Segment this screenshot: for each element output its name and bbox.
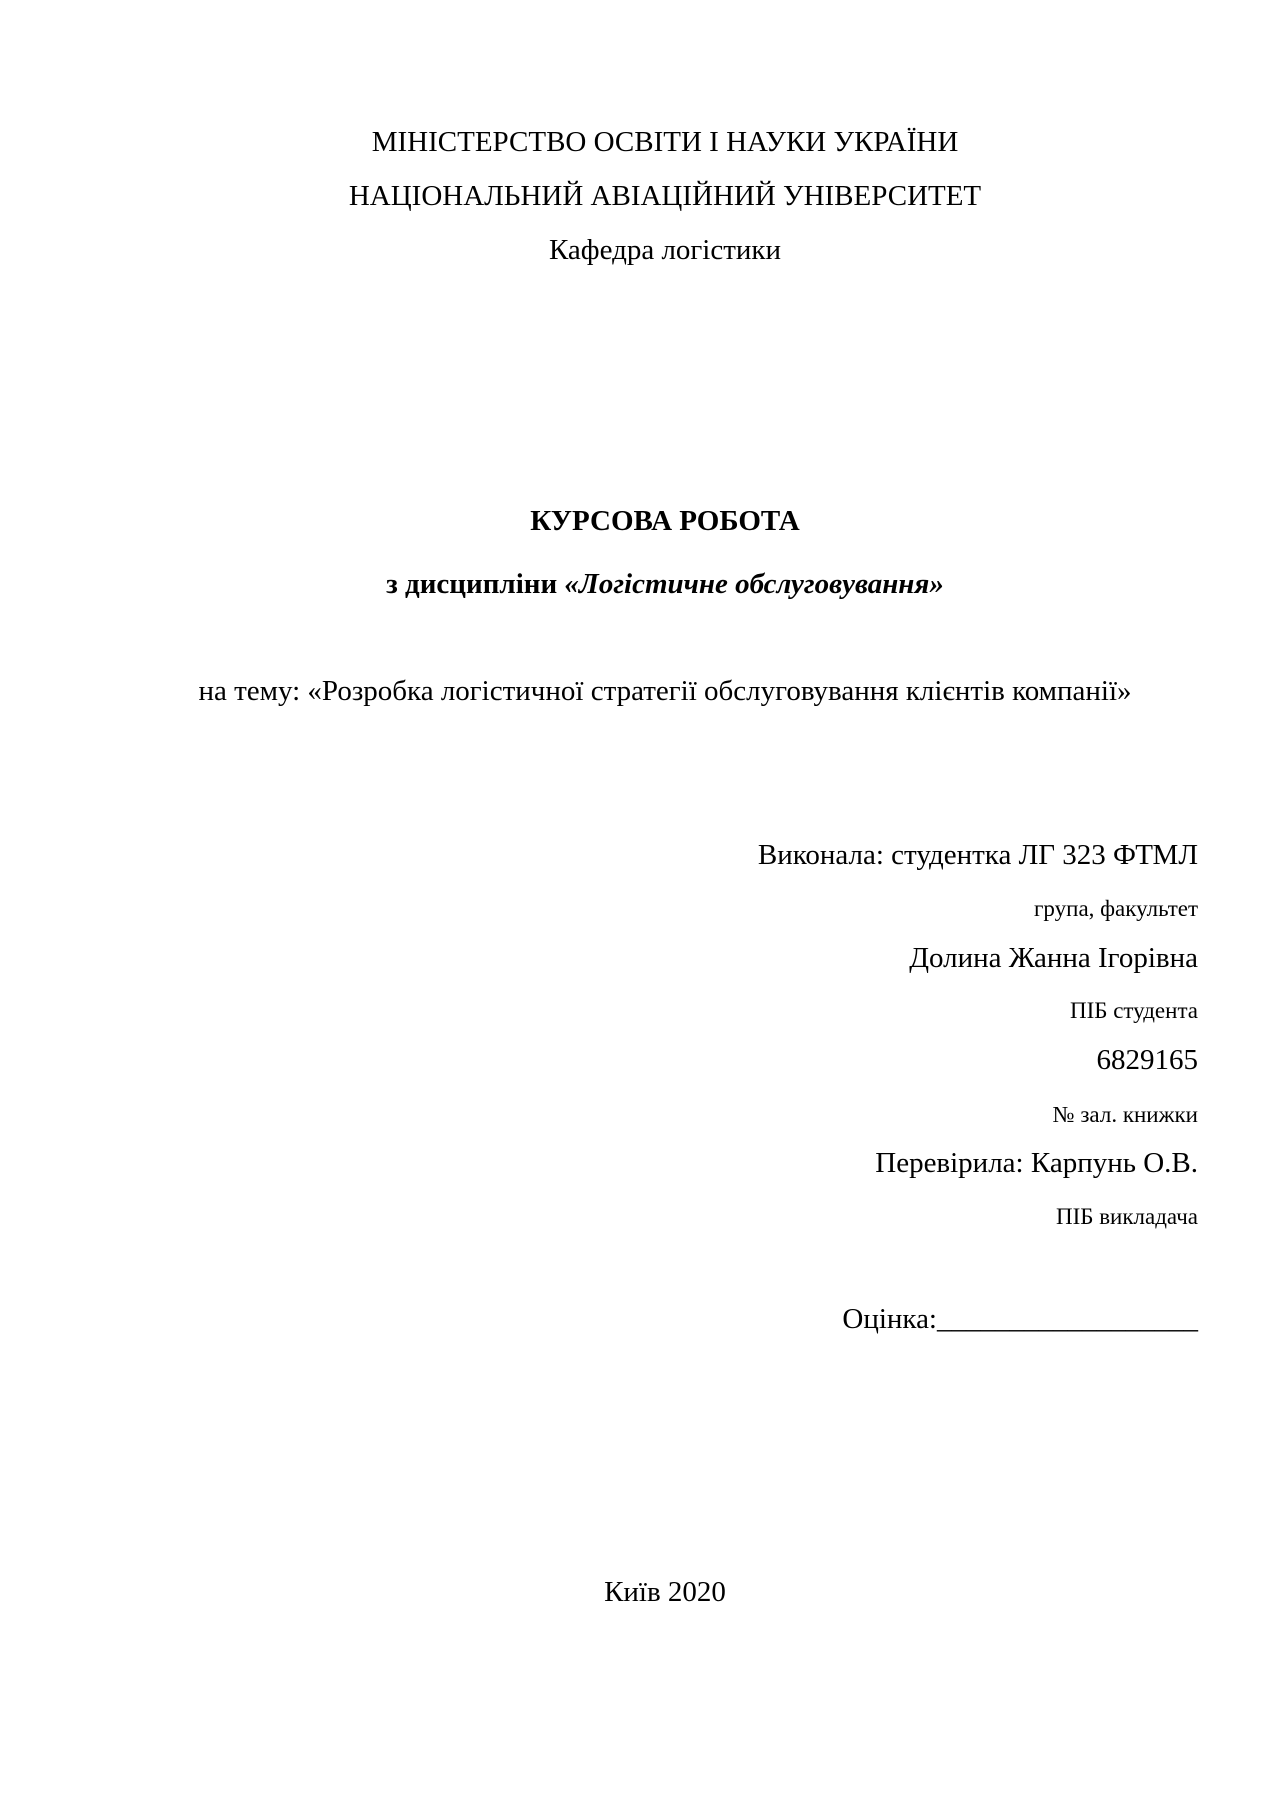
record-book-caption: № зал. книжки — [1052, 1102, 1198, 1127]
checked-by: Перевірила: Карпунь О.В. — [875, 1147, 1198, 1179]
group-caption: група, факультет — [1034, 896, 1198, 921]
topic-line: на тему: «Розробка логістичної стратегії обслуговування клієнтів компанії» — [198, 675, 1132, 707]
discipline-name: «Логістичне обслуговування» — [564, 568, 944, 600]
department-name: Кафедра логістики — [548, 234, 782, 266]
university-name: НАЦІОНАЛЬНИЙ АВІАЦІЙНИЙ УНІВЕРСИТЕТ — [348, 180, 982, 212]
discipline-line — [0, 570, 1280, 599]
document-type-heading: КУРСОВА РОБОТА — [530, 505, 800, 537]
performed-by: Виконала: студентка ЛГ 323 ФТМЛ — [757, 839, 1198, 871]
record-book-number: 6829165 — [1096, 1044, 1198, 1076]
city-year: Київ 2020 — [604, 1576, 726, 1608]
ministry-title: МІНІСТЕРСТВО ОСВІТИ І НАУКИ УКРАЇНИ — [371, 126, 959, 158]
grade-line: Оцінка:__________________ — [842, 1303, 1198, 1335]
student-name: Долина Жанна Ігорівна — [909, 942, 1198, 974]
teacher-caption: ПІБ викладача — [1055, 1204, 1198, 1229]
discipline-prefix: з дисципліни — [386, 568, 565, 600]
student-caption: ПІБ студента — [1070, 998, 1198, 1023]
